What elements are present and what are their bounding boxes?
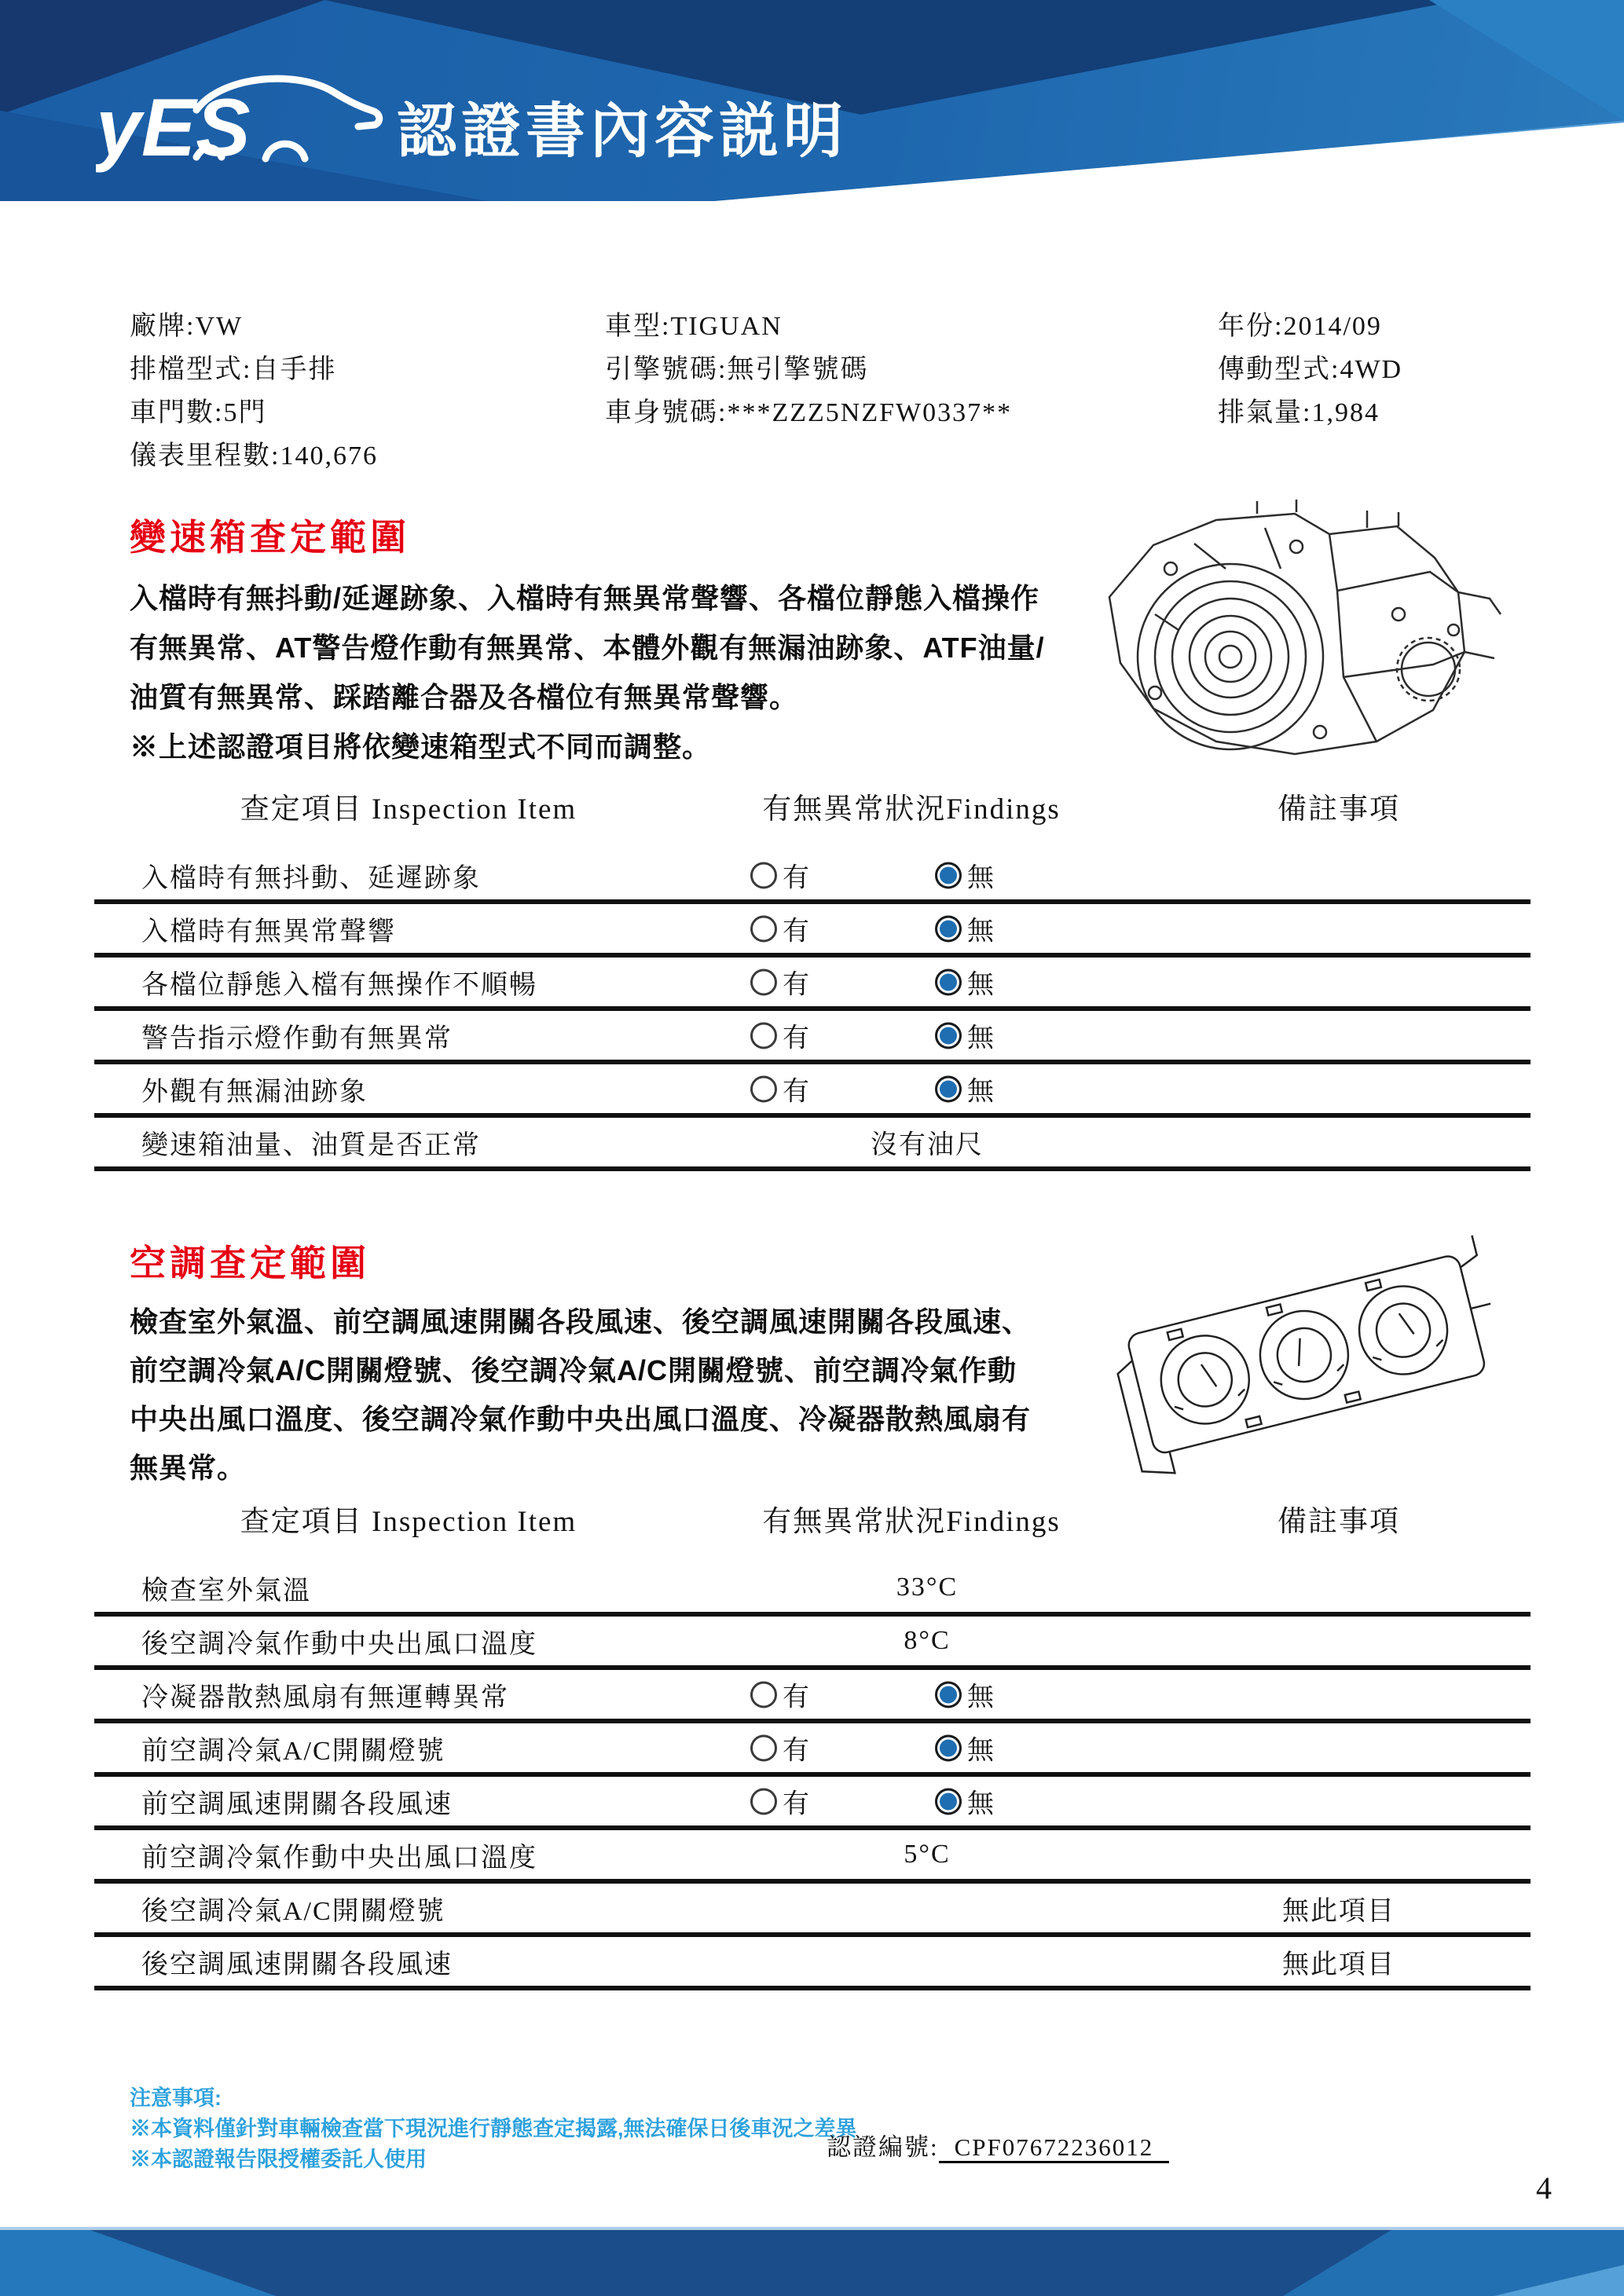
radio-yes[interactable] <box>750 1070 811 1108</box>
inspection-item-label: 冷凝器散熱風扇有無運轉異常 <box>141 1683 509 1712</box>
findings-cell <box>676 1723 1147 1772</box>
certificate-number-value: CPF07672236012 <box>939 2133 1170 2163</box>
inspection-item-label: 前空調冷氣作動中央出風口溫度 <box>141 1843 537 1873</box>
notice-line: ※本資料僅針對車輛檢查當下現況進行靜態查定揭露,無法確保日後車況之差異 <box>130 2117 857 2140</box>
column-header-remarks: 備註事項 <box>1278 1506 1400 1538</box>
radio-circle-filled-icon <box>935 1788 962 1814</box>
findings-cell <box>676 1777 1147 1825</box>
radio-circle-filled-icon <box>935 862 962 888</box>
info-gearbox-type: 排檔型式:自手排 <box>130 355 337 384</box>
certificate-number-block <box>827 2127 1169 2162</box>
finding-value: 33°C <box>896 1573 959 1602</box>
info-displacement: 排氣量:1,984 <box>1218 398 1380 427</box>
radio-circle-icon <box>750 862 777 888</box>
radio-circle-icon <box>750 1734 777 1761</box>
inspection-item-label: 檢查室外氣溫 <box>141 1576 311 1606</box>
radio-no-label: 無 <box>967 1023 995 1053</box>
findings-cell <box>676 1064 1147 1113</box>
radio-yes-label: 有 <box>783 970 811 1000</box>
radio-no-label: 無 <box>967 1683 995 1712</box>
findings-cell <box>676 904 1147 953</box>
findings-cell <box>676 1884 1147 1932</box>
table-row <box>94 1884 1531 1937</box>
radio-yes[interactable] <box>750 963 811 1002</box>
inspection-item-label: 後空調風速開關各段風速 <box>141 1950 453 1979</box>
table-row <box>94 1011 1531 1064</box>
table-row <box>94 1617 1531 1670</box>
table-row <box>94 1777 1531 1830</box>
description-line: 中央出風口溫度、後空調冷氣作動中央出風口溫度、冷凝器散熱風扇有 <box>130 1403 1032 1435</box>
notice-heading: 注意事項: <box>130 2086 222 2110</box>
table-header-row <box>94 782 1531 851</box>
remark-cell <box>1147 1777 1531 1825</box>
inspection-item-label: 外觀有無漏油跡象 <box>141 1077 368 1107</box>
table-row <box>94 1064 1531 1118</box>
description-line: 入檔時有無抖動/延遲跡象、入檔時有無異常聲響、各檔位靜態入檔操作 <box>130 582 1040 614</box>
table-row <box>94 851 1531 904</box>
finding-value: 8°C <box>904 1626 951 1655</box>
description-line: 有無異常、AT警告燈作動有無異常、本體外觀有無漏油跡象、ATF油量/ <box>130 632 1045 664</box>
radio-circle-icon <box>750 969 777 995</box>
ac-section-title: 空調查定範圍 <box>130 1243 370 1283</box>
vehicle-info-column <box>1218 305 1536 478</box>
remark-cell <box>1147 1617 1531 1665</box>
radio-circle-icon <box>750 1788 777 1814</box>
radio-yes[interactable] <box>750 910 811 948</box>
notice-line: ※本認證報告限授權委託人使用 <box>130 2148 427 2171</box>
radio-no-label: 無 <box>967 1736 995 1766</box>
table-row <box>94 1670 1531 1723</box>
radio-circle-filled-icon <box>935 1734 962 1761</box>
page-number: 4 <box>1536 2170 1552 2206</box>
table-row <box>94 1563 1531 1617</box>
radio-no-label: 無 <box>967 863 995 893</box>
remark-cell <box>1147 1723 1531 1772</box>
radio-no[interactable] <box>935 963 995 1002</box>
radio-circle-icon <box>750 1681 777 1708</box>
inspection-item-label: 變速箱油量、油質是否正常 <box>141 1130 481 1160</box>
radio-yes[interactable] <box>750 1782 811 1821</box>
transmission-table <box>94 782 1531 1171</box>
radio-yes-label: 有 <box>783 1683 811 1712</box>
ac-control-illustration <box>1092 1232 1524 1495</box>
findings-cell <box>676 851 1147 899</box>
finding-value: 沒有油尺 <box>871 1130 984 1160</box>
table-header-row <box>94 1494 1531 1563</box>
radio-circle-icon <box>750 915 777 942</box>
radio-no[interactable] <box>935 1070 995 1108</box>
radio-yes[interactable] <box>750 856 811 895</box>
radio-no[interactable] <box>935 856 995 895</box>
info-model: 車型:TIGUAN <box>605 312 783 341</box>
radio-circle-filled-icon <box>935 1022 962 1049</box>
remark-cell <box>1147 958 1531 1006</box>
ac-section-description <box>130 1298 1031 1492</box>
remark-cell <box>1147 1670 1531 1719</box>
column-header-findings: 有無異常狀況Findings <box>762 793 1061 826</box>
inspection-item-label: 前空調冷氣A/C開關燈號 <box>141 1736 445 1766</box>
radio-yes-label: 有 <box>783 1789 811 1819</box>
page-title: 認證書內容説明 <box>397 98 848 165</box>
radio-yes[interactable] <box>750 1016 811 1055</box>
remark-cell <box>1147 851 1531 899</box>
vehicle-info <box>130 305 1536 478</box>
info-brand: 廠牌:VW <box>130 312 244 341</box>
findings-cell <box>676 1118 1147 1166</box>
transmission-section-title: 變速箱查定範圍 <box>130 517 410 558</box>
radio-no-label: 無 <box>967 1077 995 1107</box>
table-row <box>94 1723 1531 1777</box>
radio-circle-filled-icon <box>935 1075 962 1102</box>
radio-yes-label: 有 <box>783 1077 811 1107</box>
radio-circle-filled-icon <box>935 1681 962 1708</box>
remark-value: 無此項目 <box>1282 1950 1395 1979</box>
radio-no-label: 無 <box>967 970 995 1000</box>
radio-yes-label: 有 <box>783 917 811 947</box>
remark-cell <box>1147 904 1531 953</box>
radio-no[interactable] <box>935 1016 995 1055</box>
remark-cell <box>1147 1937 1531 1986</box>
remark-cell <box>1147 1118 1531 1166</box>
radio-no[interactable] <box>935 910 995 948</box>
radio-no[interactable] <box>935 1729 995 1767</box>
description-line: 檢查室外氣溫、前空調風速開關各段風速、後空調風速開關各段風速、 <box>130 1305 1032 1338</box>
radio-yes[interactable] <box>750 1675 811 1714</box>
transmission-section-description <box>130 573 1045 771</box>
column-header-remarks: 備註事項 <box>1278 793 1400 826</box>
description-line: 油質有無異常、踩踏離合器及各檔位有無異常聲響。 <box>130 681 799 713</box>
radio-no-label: 無 <box>967 1789 995 1819</box>
radio-circle-filled-icon <box>935 915 962 942</box>
remark-cell <box>1147 1064 1531 1113</box>
info-drivetrain: 傳動型式:4WD <box>1218 355 1403 384</box>
radio-circle-icon <box>750 1075 777 1102</box>
notice-block <box>130 2083 857 2175</box>
findings-cell <box>676 1670 1147 1719</box>
column-header-findings: 有無異常狀況Findings <box>762 1506 1061 1538</box>
findings-cell <box>676 1011 1147 1060</box>
info-year: 年份:2014/09 <box>1218 312 1382 341</box>
radio-no-label: 無 <box>967 917 995 947</box>
remark-cell <box>1147 1884 1531 1932</box>
footer-band <box>0 2227 1624 2296</box>
findings-cell <box>676 1937 1147 1986</box>
table-row <box>94 958 1531 1011</box>
description-line: 前空調冷氣A/C開關燈號、後空調冷氣A/C開關燈號、前空調冷氣作動 <box>130 1354 1017 1386</box>
inspection-item-label: 入檔時有無抖動、延遲跡象 <box>141 863 481 893</box>
findings-cell <box>676 958 1147 1006</box>
radio-yes-label: 有 <box>783 1023 811 1053</box>
table-row <box>94 1830 1531 1884</box>
yes-logo <box>96 61 394 183</box>
findings-cell <box>676 1617 1147 1665</box>
remark-value: 無此項目 <box>1282 1896 1395 1926</box>
table-row <box>94 1937 1531 1990</box>
radio-circle-filled-icon <box>935 969 962 995</box>
inspection-item-label: 入檔時有無異常聲響 <box>141 917 396 947</box>
table-row <box>94 1118 1531 1171</box>
radio-no[interactable] <box>935 1675 995 1714</box>
findings-cell <box>676 1830 1147 1879</box>
inspection-item-label: 後空調冷氣A/C開關燈號 <box>141 1896 445 1926</box>
remark-cell <box>1147 1830 1531 1879</box>
vehicle-info-column <box>605 305 1218 478</box>
ac-table <box>94 1494 1531 1990</box>
radio-circle-icon <box>750 1022 777 1049</box>
info-door-count: 車門數:5門 <box>130 398 267 427</box>
inspection-item-label: 後空調冷氣作動中央出風口溫度 <box>141 1629 537 1659</box>
transmission-illustration <box>1061 496 1524 767</box>
description-line: ※上述認證項目將依變速箱型式不同而調整。 <box>130 731 712 763</box>
inspection-item-label: 警告指示燈作動有無異常 <box>141 1023 453 1053</box>
remark-cell <box>1147 1563 1531 1612</box>
column-header-item: 查定項目 Inspection Item <box>240 1506 577 1538</box>
remark-cell <box>1147 1011 1531 1060</box>
finding-value: 5°C <box>904 1840 951 1869</box>
table-row <box>94 904 1531 958</box>
certificate-number-label: 認證編號: <box>827 2133 939 2161</box>
radio-yes-label: 有 <box>783 1736 811 1766</box>
footer-shape <box>0 2227 1624 2230</box>
radio-yes[interactable] <box>750 1729 811 1767</box>
info-odometer: 儀表里程數:140,676 <box>130 441 378 471</box>
column-header-item: 查定項目 Inspection Item <box>240 793 577 826</box>
info-engine-number: 引擎號碼:無引擎號碼 <box>605 355 869 384</box>
radio-no[interactable] <box>935 1782 995 1821</box>
vehicle-info-column <box>130 305 605 478</box>
inspection-item-label: 前空調風速開關各段風速 <box>141 1789 453 1819</box>
yes-logo-text: yES <box>96 82 251 174</box>
findings-cell <box>676 1563 1147 1612</box>
info-vin: 車身號碼:***ZZZ5NZFW0337** <box>605 398 1013 427</box>
header-banner <box>0 0 1624 201</box>
radio-yes-label: 有 <box>783 863 811 893</box>
inspection-item-label: 各檔位靜態入檔有無操作不順暢 <box>141 970 537 1000</box>
description-line: 無異常。 <box>130 1452 247 1484</box>
